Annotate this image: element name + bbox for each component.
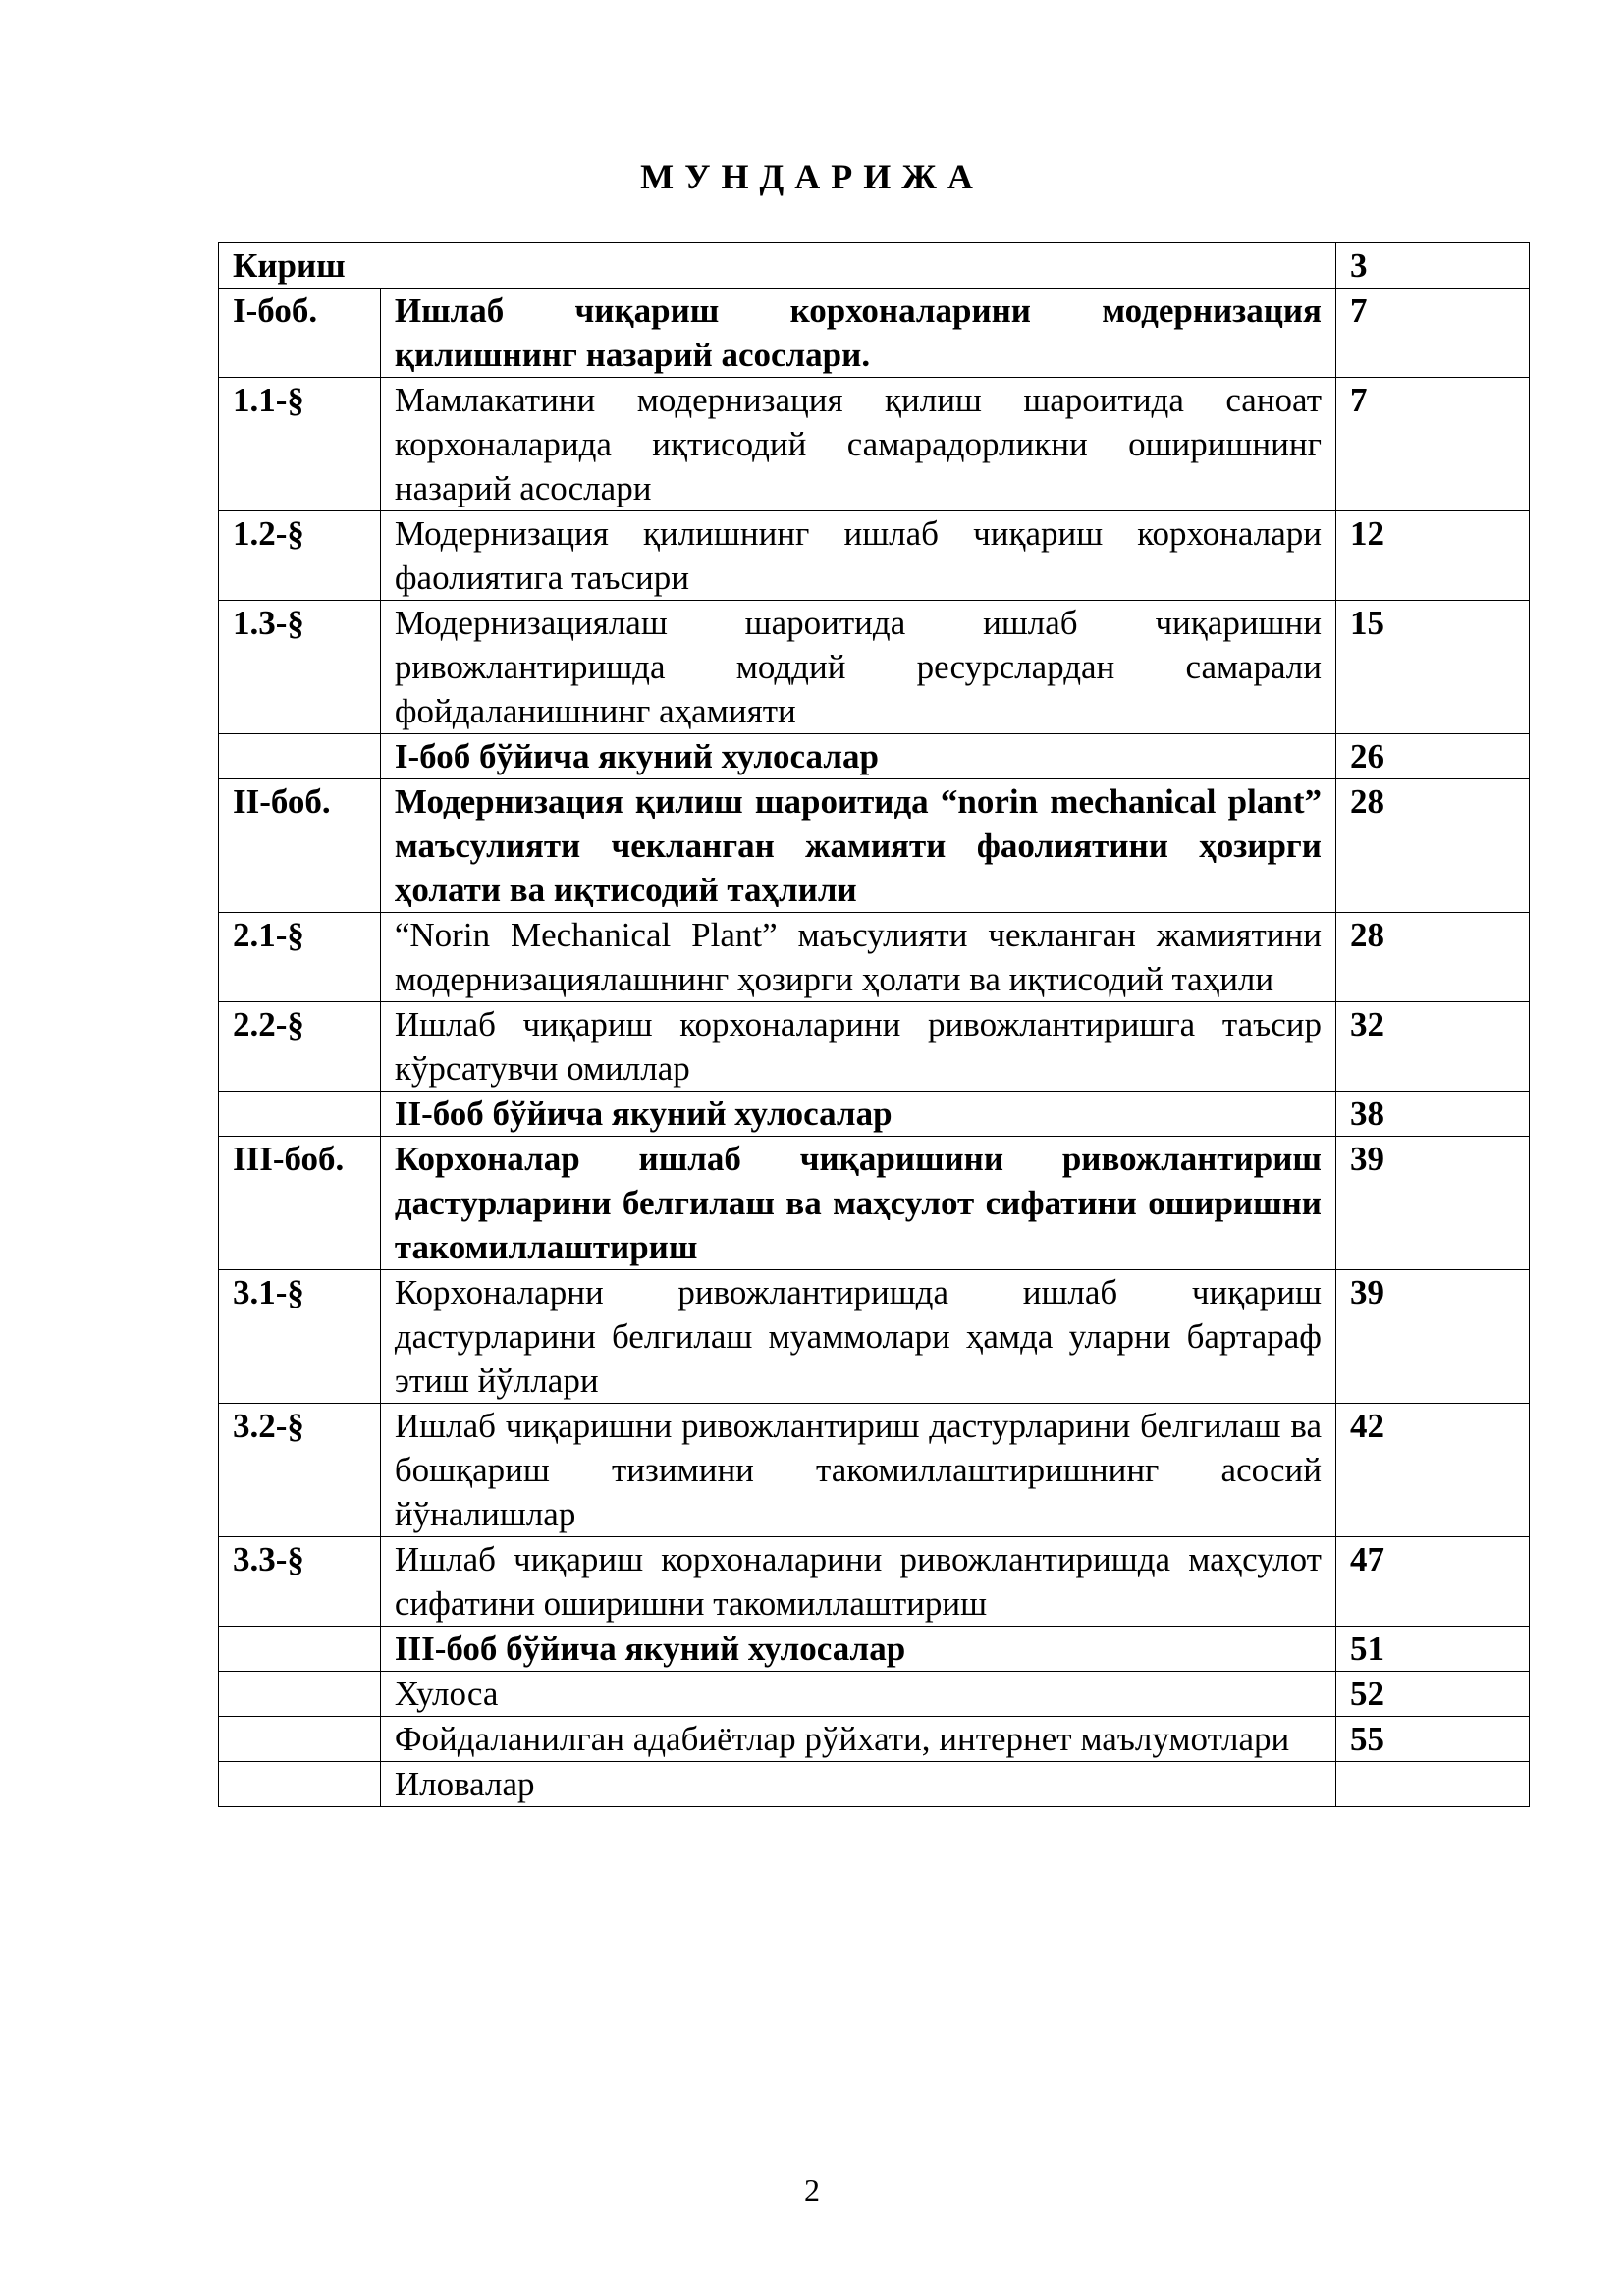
toc-row xyxy=(219,734,1530,779)
document-title: МУНДАРИЖА xyxy=(640,157,984,196)
toc-section-number xyxy=(219,1627,381,1672)
toc-page-number: 26 xyxy=(1335,734,1529,779)
toc-section-number: II-боб. xyxy=(219,779,381,913)
toc-section-title: Фойдаланилган адабиётлар рўйхати, интернет маълумотлари xyxy=(380,1717,1335,1762)
toc-page-number: 7 xyxy=(1335,378,1529,511)
toc-row xyxy=(219,511,1530,601)
toc-page-number xyxy=(1335,1762,1529,1807)
toc-row xyxy=(219,1672,1530,1717)
toc-page-number: 28 xyxy=(1335,779,1529,913)
toc-row xyxy=(219,1137,1530,1270)
toc-page-number: 3 xyxy=(1335,243,1529,289)
toc-row xyxy=(219,1270,1530,1404)
toc-row xyxy=(219,1717,1530,1762)
toc-page-number: 38 xyxy=(1335,1092,1529,1137)
toc-page-number: 51 xyxy=(1335,1627,1529,1672)
toc-section-number xyxy=(219,734,381,779)
toc-row xyxy=(219,601,1530,734)
toc-section-title: Мамлакатини модернизация қилиш шароитида саноат корхоналарида иқтисодий самарадорликни оширишнинг назарий асослари xyxy=(380,378,1335,511)
toc-section-title: Корхоналар ишлаб чиқаришини ривожлантириш дастурларини белгилаш ва маҳсулот сифатини оширишни такомиллаштириш xyxy=(380,1137,1335,1270)
toc-page-number: 55 xyxy=(1335,1717,1529,1762)
toc-section-number: 1.2-§ xyxy=(219,511,381,601)
toc-section-title: I-боб бўйича якуний хулосалар xyxy=(380,734,1335,779)
toc-section-number: 2.2-§ xyxy=(219,1002,381,1092)
toc-row xyxy=(219,779,1530,913)
toc-section-number: 3.2-§ xyxy=(219,1404,381,1537)
toc-section-title: Модернизация қилиш шароитида “norin mechanical plant” маъсулияти чекланган жамияти фаолиятини ҳозирги ҳолати ва иқтисодий таҳлили xyxy=(380,779,1335,913)
toc-section-title: Ишлаб чиқаришни ривожлантириш дастурларини белгилаш ва бошқариш тизимини такомиллаштиришнинг асосий йўналишлар xyxy=(380,1404,1335,1537)
toc-section-title: II-боб бўйича якуний хулосалар xyxy=(380,1092,1335,1137)
toc-page-number: 52 xyxy=(1335,1672,1529,1717)
toc-page-number: 28 xyxy=(1335,913,1529,1002)
toc-row xyxy=(219,243,1530,289)
toc-section-title: Модернизация қилишнинг ишлаб чиқариш корхоналари фаолиятига таъсири xyxy=(380,511,1335,601)
page-number: 2 xyxy=(804,2172,820,2208)
toc-section-number: 3.3-§ xyxy=(219,1537,381,1627)
toc-section-number xyxy=(219,1762,381,1807)
table-of-contents xyxy=(218,242,1530,1807)
toc-section-number xyxy=(219,1672,381,1717)
toc-section-number: 1.3-§ xyxy=(219,601,381,734)
toc-section-title: Ишлаб чиқариш корхоналарини модернизация қилишнинг назарий асослари. xyxy=(380,289,1335,378)
toc-row xyxy=(219,1627,1530,1672)
toc-page-number: 12 xyxy=(1335,511,1529,601)
toc-section-title: Ишлаб чиқариш корхоналарини ривожлантиришда маҳсулот сифатини оширишни такомиллаштириш xyxy=(380,1537,1335,1627)
toc-section-number: I-боб. xyxy=(219,289,381,378)
toc-section-title: Иловалар xyxy=(380,1762,1335,1807)
toc-row xyxy=(219,1762,1530,1807)
toc-page-number: 32 xyxy=(1335,1002,1529,1092)
toc-section-title: Корхоналарни ривожлантиришда ишлаб чиқариш дастурларини белгилаш муаммолари ҳамда уларни бартараф этиш йўллари xyxy=(380,1270,1335,1404)
toc-row xyxy=(219,913,1530,1002)
toc-row xyxy=(219,1092,1530,1137)
toc-section-number xyxy=(219,1717,381,1762)
toc-section-title: III-боб бўйича якуний хулосалар xyxy=(380,1627,1335,1672)
toc-section-title: Модернизациялаш шароитида ишлаб чиқаришни ривожлантиришда моддий ресурслардан самарали фойдаланишнинг аҳамияти xyxy=(380,601,1335,734)
toc-row xyxy=(219,1537,1530,1627)
toc-row xyxy=(219,1002,1530,1092)
toc-section-number: 2.1-§ xyxy=(219,913,381,1002)
toc-section-label: Кириш xyxy=(219,243,1336,289)
toc-page-number: 47 xyxy=(1335,1537,1529,1627)
toc-row xyxy=(219,378,1530,511)
toc-row xyxy=(219,289,1530,378)
toc-page-number: 42 xyxy=(1335,1404,1529,1537)
toc-section-number: III-боб. xyxy=(219,1137,381,1270)
toc-section-title: Хулоса xyxy=(380,1672,1335,1717)
toc-section-number: 3.1-§ xyxy=(219,1270,381,1404)
toc-section-number: 1.1-§ xyxy=(219,378,381,511)
toc-section-number xyxy=(219,1092,381,1137)
toc-section-title: Ишлаб чиқариш корхоналарини ривожлантиришга таъсир кўрсатувчи омиллар xyxy=(380,1002,1335,1092)
toc-section-title: “Norin Mechanical Plant” маъсулияти чекланган жамиятини модернизациялашнинг ҳозирги ҳолати ва иқтисодий таҳили xyxy=(380,913,1335,1002)
toc-page-number: 15 xyxy=(1335,601,1529,734)
toc-page-number: 39 xyxy=(1335,1270,1529,1404)
toc-page-number: 7 xyxy=(1335,289,1529,378)
toc-page-number: 39 xyxy=(1335,1137,1529,1270)
toc-row xyxy=(219,1404,1530,1537)
